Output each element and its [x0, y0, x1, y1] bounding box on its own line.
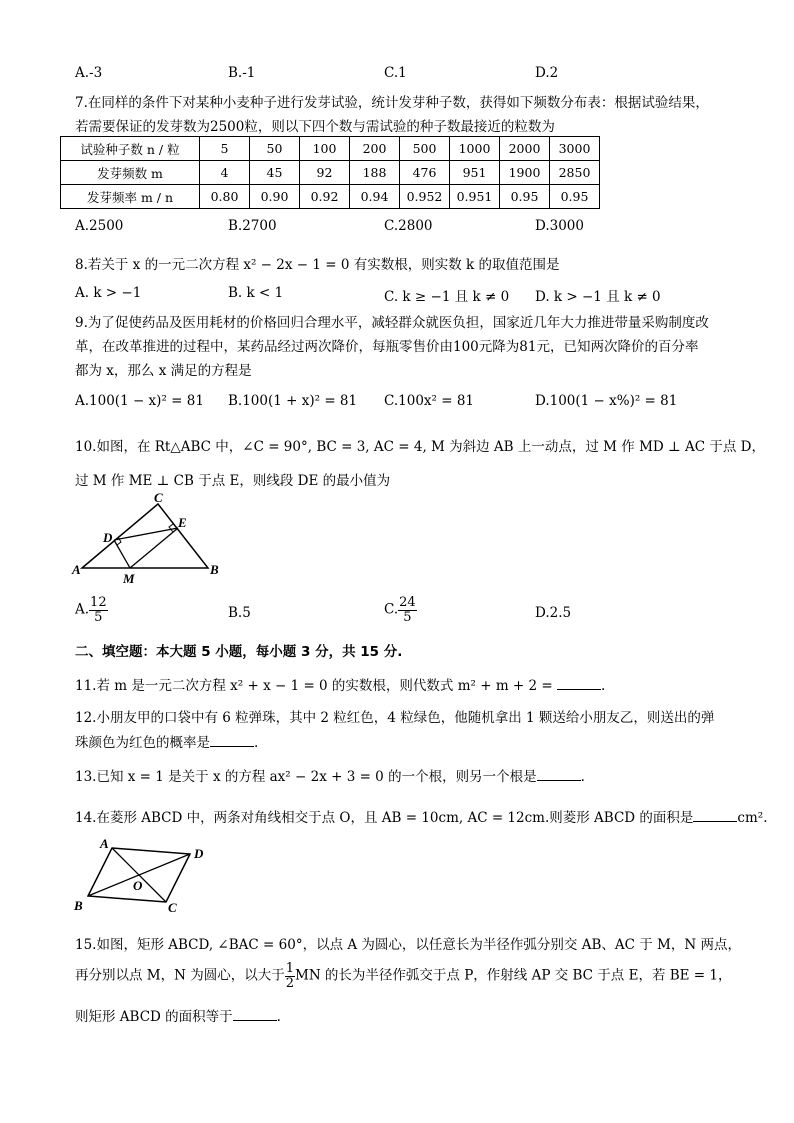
- q10-option-a-denominator: 5: [94, 609, 103, 625]
- table-row-header: 试验种子数 n / 粒: [61, 137, 200, 161]
- table-cell: 0.95: [550, 185, 600, 209]
- table-cell: 50: [250, 137, 300, 161]
- q8-option-a: A. k > −1: [75, 285, 142, 301]
- q12-text: 珠颜色为红色的概率是: [75, 735, 210, 751]
- q7-option-d: D.3000: [535, 218, 584, 234]
- frequency-table: [60, 136, 600, 209]
- q14-label-c: C: [168, 900, 177, 915]
- table-cell: 188: [350, 161, 400, 185]
- q7-stem-line1: 7.在同样的条件下对某种小麦种子进行发芽试验，统计发芽种子数，获得如下频数分布表：根据试验结果，: [75, 95, 709, 111]
- table-cell: 2850: [550, 161, 600, 185]
- q6-option-a: A.-3: [75, 65, 103, 81]
- q6-option-c: C.1: [384, 65, 407, 81]
- table-row: [61, 137, 600, 161]
- q9-option-b: B.100(1 + x)² = 81: [228, 393, 358, 409]
- q9-stem-line3: 都为 x，那么 x 满足的方程是: [75, 363, 252, 379]
- q14-answer-blank[interactable]: [693, 809, 737, 822]
- q13-stem: 13.已知 x = 1 是关于 x 的方程 ax² − 2x + 3 = 0 的一个根，则另一个根是 .: [75, 769, 585, 785]
- q9-option-a: A.100(1 − x)² = 81: [75, 393, 204, 409]
- q10-stem-line1: 10.如图，在 Rt△ABC 中，∠C = 90°, BC = 3, AC = 4, M 为斜边 AB 上一动点，过 M 作 MD ⊥ AC 于点 D，: [75, 439, 766, 455]
- q6-option-b: B.-1: [228, 65, 256, 81]
- q7-option-a: A.2500: [75, 218, 124, 234]
- q14-label-o: O: [133, 878, 143, 893]
- table-cell: 92: [300, 161, 350, 185]
- table-row-header: 发芽频率 m / n: [61, 185, 200, 209]
- q13-answer-blank[interactable]: [537, 768, 581, 781]
- q9-option-c: C.100x² = 81: [384, 393, 475, 409]
- table-cell: 1000: [450, 137, 500, 161]
- q10-label-b: B: [210, 562, 219, 577]
- q14-text: 14.在菱形 ABCD 中，两条对角线相交于点 O，且 AB = 10cm, AC = 12cm.则菱形 ABCD 的面积是: [75, 810, 694, 826]
- table-cell: 5: [200, 137, 250, 161]
- q7-option-b: B.2700: [228, 218, 277, 234]
- q12-answer-blank[interactable]: [210, 734, 254, 747]
- q15-text-c: 则矩形 ABCD 的面积等于: [75, 1009, 233, 1025]
- q10-option-a: [75, 596, 108, 624]
- q10-option-c-prefix: C.: [384, 601, 399, 618]
- q15-stem-line2: [75, 962, 732, 990]
- table-cell: 3000: [550, 137, 600, 161]
- q8-stem: 8.若关于 x 的一元二次方程 x² − 2x − 1 = 0 有实数根，则实数 k 的取值范围是: [75, 257, 560, 273]
- table-cell: 0.90: [250, 185, 300, 209]
- table-cell: 45: [250, 161, 300, 185]
- q7-option-c: C.2800: [384, 218, 433, 234]
- q14-label-d: D: [194, 846, 204, 861]
- q10-triangle-figure: [70, 492, 220, 587]
- q11-stem: 11.若 m 是一元二次方程 x² + x − 1 = 0 的实数根，则代数式 m² + m + 2 = .: [75, 678, 606, 694]
- table-cell: 1900: [500, 161, 550, 185]
- table-cell: 100: [300, 137, 350, 161]
- q13-text: 13.已知 x = 1 是关于 x 的方程 ax² − 2x + 3 = 0 的一个根，则另一个根是: [75, 769, 537, 785]
- q9-stem-line1: 9.为了促使药品及医用耗材的价格回归合理水平，减轻群众就医负担，国家近几年大力推进带量采购制度改: [75, 315, 709, 331]
- q7-stem-line2: 若需要保证的发芽数为2500粒，则以下四个数与需试验的种子数最接近的粒数为: [75, 119, 555, 135]
- table-cell: 0.80: [200, 185, 250, 209]
- q15-frac-denominator: 2: [285, 975, 294, 991]
- table-cell: 4: [200, 161, 250, 185]
- q10-label-e: E: [178, 515, 187, 530]
- q15-text-a: 再分别以点 M，N 为圆心，以大于: [75, 967, 285, 984]
- q8-option-c: C. k ≥ −1 且 k ≠ 0: [384, 289, 510, 305]
- q10-label-m: M: [123, 571, 135, 586]
- q14-label-b: B: [74, 898, 83, 913]
- section-heading-fill-in: 二、填空题：本大题 5 小题，每小题 3 分，共 15 分.: [75, 644, 403, 660]
- q10-option-b: B.5: [228, 605, 251, 621]
- q15-text-b: MN 的长为半径作弧交于点 P，作射线 AP 交 BC 于点 E，若 BE = 1，: [295, 967, 732, 984]
- q6-option-d: D.2: [535, 65, 559, 81]
- q10-label-d: D: [103, 530, 113, 545]
- q12-stem-line1: 12.小朋友甲的口袋中有 6 粒弹珠，其中 2 粒红色，4 粒绿色，他随机拿出 1 颗送给小朋友乙，则送出的弹: [75, 710, 715, 726]
- q10-option-a-prefix: A.: [75, 601, 90, 618]
- q10-stem-line2: 过 M 作 ME ⊥ CB 于点 E，则线段 DE 的最小值为: [75, 473, 391, 489]
- table-cell: 200: [350, 137, 400, 161]
- table-row-header: 发芽频数 m: [61, 161, 200, 185]
- q14-unit: cm².: [737, 810, 768, 826]
- q14-label-a: A: [100, 836, 109, 851]
- table-cell: 476: [400, 161, 450, 185]
- q9-stem-line2: 革，在改革推进的过程中，某药品经过两次降价，每瓶零售价由100元降为81元，已知两次降价的百分率: [75, 339, 699, 355]
- q10-option-c-numerator: 24: [399, 595, 416, 610]
- table-cell: 0.952: [400, 185, 450, 209]
- q15-frac-numerator: 1: [285, 961, 294, 976]
- table-cell: 0.92: [300, 185, 350, 209]
- q14-stem: [75, 806, 768, 826]
- q10-option-c-denominator: 5: [403, 609, 412, 625]
- table-cell: 0.95: [500, 185, 550, 209]
- q9-option-d: D.100(1 − x%)² = 81: [535, 393, 678, 409]
- q10-option-c: [384, 596, 417, 624]
- table-cell: 951: [450, 161, 500, 185]
- q15-answer-blank[interactable]: [233, 1008, 277, 1021]
- table-row: [61, 161, 600, 185]
- q14-rhombus-figure: [70, 836, 220, 916]
- q10-label-c: C: [154, 492, 163, 505]
- q12-stem-line2: 珠颜色为红色的概率是 .: [75, 735, 259, 751]
- table-cell: 500: [400, 137, 450, 161]
- table-cell: 0.94: [350, 185, 400, 209]
- q11-answer-blank[interactable]: [557, 677, 601, 690]
- q10-label-a: A: [72, 562, 81, 577]
- q15-stem-line1: 15.如图，矩形 ABCD, ∠BAC = 60°，以点 A 为圆心，以任意长为半径作弧分别交 AB、AC 于 M，N 两点，: [75, 937, 741, 953]
- q10-option-a-numerator: 12: [90, 595, 107, 610]
- q8-option-b: B. k < 1: [228, 285, 284, 301]
- q15-stem-line3: 则矩形 ABCD 的面积等于 .: [75, 1009, 281, 1025]
- table-cell: 0.951: [450, 185, 500, 209]
- table-cell: 2000: [500, 137, 550, 161]
- q10-option-d: D.2.5: [535, 605, 572, 621]
- q8-option-d: D. k > −1 且 k ≠ 0: [535, 289, 661, 305]
- table-row: [61, 185, 600, 209]
- q11-text: 11.若 m 是一元二次方程 x² + x − 1 = 0 的实数根，则代数式 m² + m + 2 =: [75, 678, 553, 694]
